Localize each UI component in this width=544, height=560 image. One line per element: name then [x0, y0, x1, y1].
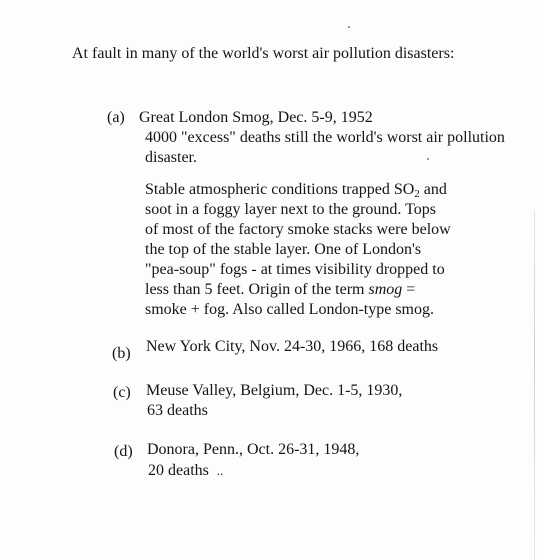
detail-line: the top of the stable layer. One of London's — [145, 241, 422, 258]
detail-line: smoke + fog. Also called London-type smog. — [145, 301, 434, 318]
item-d-heading: Donora, Penn., Oct. 26-31, 1948, — [147, 441, 360, 458]
item-a-summary: 4000 "excess" deaths still the world's worst air pollution disaster. — [145, 129, 505, 166]
item-a-heading: Great London Smog, Dec. 5-9, 1952 — [139, 109, 373, 126]
detail-line: of most of the factory smoke stacks were below — [145, 221, 451, 238]
detail-line: "pea-soup" fogs - at times visibility dropped to — [145, 261, 445, 278]
item-c-deaths: 63 deaths — [147, 402, 208, 419]
detail-line: less than 5 feet. Origin of the term smog = — [145, 281, 416, 298]
item-c-label: (c) — [113, 384, 131, 401]
scan-speck — [348, 26, 350, 28]
detail-line: Stable atmospheric conditions trapped $SO_2$ and — [145, 181, 447, 200]
item-c-heading: Meuse Valley, Belgium, Dec. 1-5, 1930, — [146, 382, 403, 399]
scan-edge-line — [534, 210, 535, 560]
stray-dots: .. — [216, 463, 224, 478]
smog-term: smog — [368, 281, 403, 298]
item-b-heading: New York City, Nov. 24-30, 1966, 168 deaths — [146, 338, 439, 355]
detail-line: soot in a foggy layer next to the ground. Tops — [145, 201, 436, 218]
item-a-label: (a) — [107, 109, 125, 126]
item-d-label: (d) — [114, 443, 133, 460]
so2-subscript: 2 — [414, 188, 420, 200]
item-a-detail — [145, 180, 525, 320]
intro-text: At fault in many of the world's worst air pollution disasters: — [72, 45, 455, 62]
item-d-deaths: 20 deaths .. — [148, 462, 224, 479]
item-b-label: (b) — [112, 345, 131, 362]
